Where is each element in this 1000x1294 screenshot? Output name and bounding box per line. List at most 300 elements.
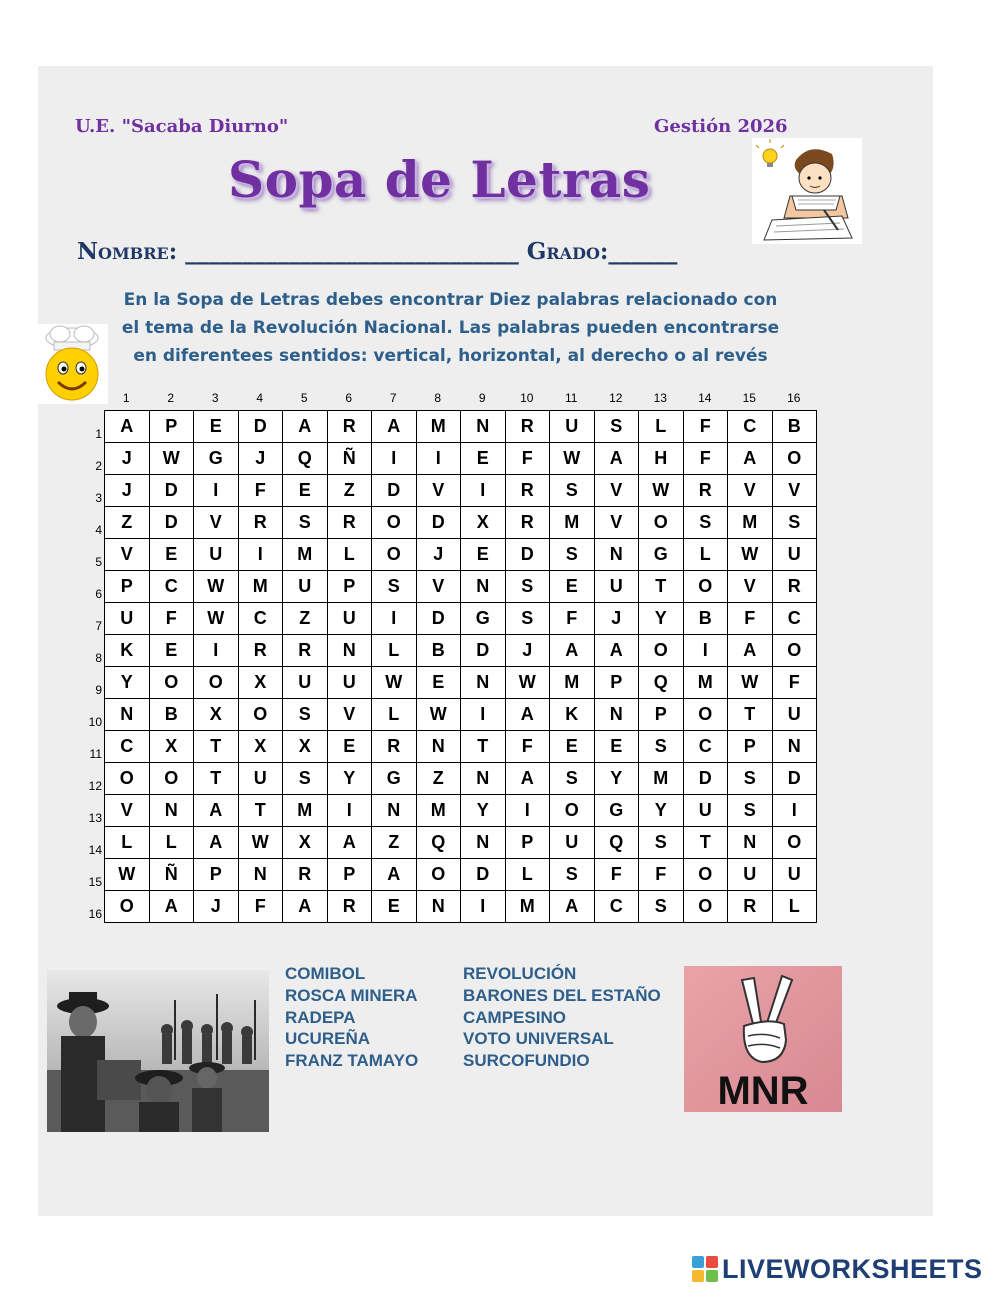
grid-cell[interactable]: O [416,859,461,891]
grid-cell[interactable]: O [772,827,817,859]
grid-cell[interactable]: A [372,859,417,891]
grid-cell[interactable]: W [105,859,150,891]
grid-cell[interactable]: F [683,411,728,443]
grid-cell[interactable]: E [372,891,417,923]
grid-cell[interactable]: I [194,475,239,507]
grid-cell[interactable]: R [683,475,728,507]
grid-cell[interactable]: I [461,699,506,731]
grid-cell[interactable]: F [594,859,639,891]
grid-cell[interactable]: Q [283,443,328,475]
grid-cell[interactable]: O [149,763,194,795]
column-number: 14 [698,391,712,405]
grid-cell[interactable]: D [416,603,461,635]
grid-cell[interactable]: N [772,731,817,763]
grid-cell[interactable]: R [327,891,372,923]
grid-row [105,475,817,507]
grid-cell[interactable]: Ñ [149,859,194,891]
grid-cell[interactable]: E [327,731,372,763]
column-number: 13 [653,391,667,405]
grid-cell[interactable]: R [505,475,550,507]
grid-cell[interactable]: F [505,731,550,763]
grid-cell[interactable]: U [238,763,283,795]
grid-cell[interactable]: V [594,475,639,507]
grid-cell[interactable]: M [550,667,595,699]
grid-cell[interactable]: V [105,539,150,571]
grid-row [105,443,817,475]
grid-cell[interactable]: T [238,795,283,827]
name-label: Nombre: [77,238,178,265]
grid-cell[interactable]: O [149,667,194,699]
grid-cell[interactable]: E [594,731,639,763]
grid-cell[interactable]: U [594,571,639,603]
grid-cell[interactable]: R [283,859,328,891]
grid-cell[interactable]: L [105,827,150,859]
grid-cell[interactable]: P [327,859,372,891]
word-search-grid [104,410,817,923]
name-field[interactable]: _____________________________ [185,238,519,265]
grid-cell[interactable]: A [194,827,239,859]
grid-cell[interactable]: O [683,859,728,891]
grid-cell[interactable]: F [238,891,283,923]
grid-cell[interactable]: A [194,795,239,827]
grid-cell[interactable]: E [550,731,595,763]
grid-cell[interactable]: O [639,635,684,667]
grid-cell[interactable]: S [683,507,728,539]
grid-cell[interactable]: Z [416,763,461,795]
grid-cell[interactable]: S [550,539,595,571]
grid-cell[interactable]: I [461,475,506,507]
column-number: 5 [300,391,308,405]
row-number: 1 [95,427,102,441]
grid-cell[interactable]: A [505,699,550,731]
column-number: 16 [787,391,801,405]
grid-cell[interactable]: N [594,539,639,571]
grid-cell[interactable]: N [461,411,506,443]
grid-cell[interactable]: I [683,635,728,667]
grid-cell[interactable]: C [594,891,639,923]
grid-cell[interactable]: I [461,891,506,923]
grid-cell[interactable]: A [283,411,328,443]
grid-cell[interactable]: J [594,603,639,635]
grid-cell[interactable]: F [772,667,817,699]
grid-cell[interactable]: I [194,635,239,667]
grid-cell[interactable]: P [149,411,194,443]
grid-cell[interactable]: D [372,475,417,507]
grid-cell[interactable]: R [728,891,773,923]
grid-cell[interactable]: E [194,411,239,443]
grid-cell[interactable]: L [683,539,728,571]
grid-cell[interactable]: J [238,443,283,475]
grid-cell[interactable]: M [505,891,550,923]
mnr-logo [684,966,842,1112]
grid-cell[interactable]: V [194,507,239,539]
grid-cell[interactable]: G [372,763,417,795]
grid-cell[interactable]: A [372,411,417,443]
grid-cell[interactable]: E [149,539,194,571]
grid-cell[interactable]: R [283,635,328,667]
grid-cell[interactable]: C [238,603,283,635]
grid-row [105,603,817,635]
page-title: Sopa de Letras [228,150,651,209]
grid-cell[interactable]: S [772,507,817,539]
grid-cell[interactable]: U [772,859,817,891]
grid-cell[interactable]: A [594,443,639,475]
grid-cell[interactable]: O [238,699,283,731]
grid-cell[interactable]: A [149,891,194,923]
grid-cell[interactable]: D [238,411,283,443]
grid-cell[interactable]: T [194,763,239,795]
grid-cell[interactable]: W [372,667,417,699]
grid-cell[interactable]: E [461,443,506,475]
grid-cell[interactable]: W [728,539,773,571]
column-number: 7 [389,391,397,405]
grid-cell[interactable]: L [372,699,417,731]
grid-cell[interactable]: F [505,443,550,475]
grid-cell[interactable]: S [372,571,417,603]
grid-cell[interactable]: D [772,763,817,795]
word-list-item: CAMPESINO [463,1007,566,1027]
brand-text: LIVEWORKSHEETS [722,1253,983,1284]
row-number: 15 [88,875,102,889]
grid-cell[interactable]: Z [327,475,372,507]
word-list-item: VOTO UNIVERSAL [463,1029,614,1049]
grid-cell[interactable]: W [639,475,684,507]
grid-cell[interactable]: J [194,891,239,923]
grid-cell[interactable]: G [461,603,506,635]
grid-cell[interactable]: U [550,411,595,443]
grid-cell[interactable]: E [550,571,595,603]
row-number: 16 [88,907,102,921]
instructions-text: En la Sopa de Letras debes encontrar Diez palabras relacionado con el tema de la Revolución Nacional. Las palabras pueden encontrarse en diferentees sentidos: vertical, horizontal, al derecho o al revés [121,290,780,366]
grid-cell[interactable]: V [772,475,817,507]
grid-cell[interactable]: O [683,571,728,603]
school-year: Gestión 2026 [654,116,788,137]
grid-cell[interactable]: D [149,475,194,507]
grid-row [105,859,817,891]
grid-cell[interactable]: S [283,763,328,795]
grid-cell[interactable]: C [683,731,728,763]
grid-cell[interactable]: X [194,699,239,731]
grid-cell[interactable]: X [283,827,328,859]
grid-cell[interactable]: W [194,603,239,635]
grid-cell[interactable]: B [772,411,817,443]
grid-cell[interactable]: M [238,571,283,603]
grid-cell[interactable]: S [639,827,684,859]
grid-cell[interactable]: Z [105,507,150,539]
grid-cell[interactable]: B [149,699,194,731]
grid-cell[interactable]: U [728,859,773,891]
grid-cell[interactable]: O [194,667,239,699]
grid-cell[interactable]: S [550,475,595,507]
grid-cell[interactable]: F [149,603,194,635]
grid-cell[interactable]: I [772,795,817,827]
grid-cell[interactable]: A [594,635,639,667]
grid-cell[interactable]: J [416,539,461,571]
grid-cell[interactable]: S [505,603,550,635]
grid-cell[interactable]: U [194,539,239,571]
grid-cell[interactable]: D [683,763,728,795]
liveworksheets-brand[interactable] [692,1254,983,1284]
grid-cell[interactable]: Q [639,667,684,699]
grid-cell[interactable]: W [728,667,773,699]
grid-cell[interactable]: K [550,699,595,731]
grid-cell[interactable]: T [639,571,684,603]
grid-cell[interactable]: W [505,667,550,699]
grid-cell[interactable]: P [194,859,239,891]
grid-cell[interactable]: A [505,763,550,795]
grid-cell[interactable]: P [327,571,372,603]
grid-cell[interactable]: O [639,507,684,539]
grid-cell[interactable]: Z [372,827,417,859]
grid-cell[interactable]: U [772,699,817,731]
grid-cell[interactable]: N [327,635,372,667]
grid-cell[interactable]: P [594,667,639,699]
grid-cell[interactable]: X [238,731,283,763]
grid-cell[interactable]: R [327,507,372,539]
grid-cell[interactable]: R [505,411,550,443]
grid-cell[interactable]: S [728,763,773,795]
grid-cell[interactable]: O [683,699,728,731]
grid-row [105,699,817,731]
grid-cell[interactable]: O [105,891,150,923]
chef-smiley-icon [36,324,108,404]
grid-cell[interactable]: I [372,603,417,635]
grid-cell[interactable]: U [105,603,150,635]
grid-cell[interactable]: I [505,795,550,827]
grid-cell[interactable]: V [728,571,773,603]
grid-cell[interactable]: A [283,891,328,923]
grid-cell[interactable]: M [683,667,728,699]
grid-cell[interactable]: D [461,859,506,891]
grid-row [105,827,817,859]
grid-cell[interactable]: E [461,539,506,571]
grid-cell[interactable]: S [550,763,595,795]
grid-cell[interactable]: W [194,571,239,603]
grid-cell[interactable]: L [372,635,417,667]
grid-cell[interactable]: F [238,475,283,507]
grid-cell[interactable]: U [550,827,595,859]
grid-cell[interactable]: E [149,635,194,667]
column-number: 1 [122,391,130,405]
grid-cell[interactable]: D [461,635,506,667]
row-number: 8 [95,651,102,665]
grid-cell[interactable]: L [149,827,194,859]
grid-cell[interactable]: X [461,507,506,539]
grid-cell[interactable]: R [505,507,550,539]
word-list-item: FRANZ TAMAYO [285,1051,419,1071]
grid-cell[interactable]: O [105,763,150,795]
grid-cell[interactable]: L [772,891,817,923]
row-number: 11 [89,747,102,761]
grid-cell[interactable]: D [416,507,461,539]
grid-cell[interactable]: O [772,443,817,475]
grid-cell[interactable]: Q [416,827,461,859]
grid-cell[interactable]: M [550,507,595,539]
grid-cell[interactable]: A [728,635,773,667]
grid-cell[interactable]: O [683,891,728,923]
column-number: 10 [520,391,534,405]
grid-cell[interactable]: D [505,539,550,571]
grid-cell[interactable]: N [461,571,506,603]
grid-cell[interactable]: M [728,507,773,539]
grid-cell[interactable]: R [772,571,817,603]
grid-cell[interactable]: O [372,507,417,539]
grid-cell[interactable]: J [105,475,150,507]
grid-cell[interactable]: J [105,443,150,475]
grid-cell[interactable]: P [105,571,150,603]
grid-cell[interactable]: M [416,411,461,443]
grid-cell[interactable]: N [416,891,461,923]
grid-cell[interactable]: Y [639,795,684,827]
grid-cell[interactable]: N [372,795,417,827]
grid-cell[interactable]: V [728,475,773,507]
grid-cell[interactable]: I [238,539,283,571]
grid-cell[interactable]: N [728,827,773,859]
grid-cell[interactable]: C [772,603,817,635]
grid-cell[interactable]: M [283,795,328,827]
grid-cell[interactable]: R [238,507,283,539]
column-number: 3 [211,391,219,405]
grid-cell[interactable]: V [416,475,461,507]
grid-cell[interactable]: K [105,635,150,667]
grid-cell[interactable]: X [283,731,328,763]
grid-cell[interactable]: R [238,635,283,667]
grid-cell[interactable]: P [505,827,550,859]
grid-cell[interactable]: G [594,795,639,827]
grid-row [105,795,817,827]
grid-cell[interactable]: G [194,443,239,475]
grid-cell[interactable]: N [238,859,283,891]
grid-cell[interactable]: W [238,827,283,859]
grid-cell[interactable]: X [238,667,283,699]
grid-cell[interactable]: B [416,635,461,667]
grid-cell[interactable]: W [550,443,595,475]
grid-cell[interactable]: J [505,635,550,667]
grid-cell[interactable]: W [149,443,194,475]
grid-cell[interactable]: N [461,763,506,795]
grid-cell[interactable]: E [416,667,461,699]
grid-cell[interactable]: U [772,539,817,571]
grid-cell[interactable]: R [327,411,372,443]
revolution-photo [47,970,269,1132]
grid-cell[interactable]: Q [594,827,639,859]
grid-cell[interactable]: U [327,667,372,699]
grid-cell[interactable]: P [639,699,684,731]
grid-cell[interactable]: U [683,795,728,827]
grid-cell[interactable]: N [461,667,506,699]
grid-cell[interactable]: D [149,507,194,539]
grid-cell[interactable]: F [550,603,595,635]
grid-cell[interactable]: S [283,507,328,539]
grid-cell[interactable]: C [149,571,194,603]
grid-cell[interactable]: B [683,603,728,635]
grid-cell[interactable]: C [728,411,773,443]
grid-cell[interactable]: I [327,795,372,827]
grid-cell[interactable]: L [505,859,550,891]
grid-cell[interactable]: S [594,411,639,443]
grid-cell[interactable]: Ñ [327,443,372,475]
grid-cell[interactable]: T [728,699,773,731]
grid-cell[interactable]: U [283,667,328,699]
grid-cell[interactable]: Z [283,603,328,635]
grid-cell[interactable]: S [639,731,684,763]
grid-cell[interactable]: M [639,763,684,795]
grid-cell[interactable]: U [283,571,328,603]
grid-cell[interactable]: V [105,795,150,827]
grid-cell[interactable]: Y [639,603,684,635]
grid-row [105,891,817,923]
grid-cell[interactable]: F [728,603,773,635]
grid-cell[interactable]: A [550,891,595,923]
row-number: 10 [88,715,102,729]
grid-cell[interactable]: M [416,795,461,827]
grid-cell[interactable]: H [639,443,684,475]
grid-cell[interactable]: L [327,539,372,571]
grid-cell[interactable]: R [372,731,417,763]
grid-cell[interactable]: S [639,891,684,923]
grid-cell[interactable]: G [639,539,684,571]
grid-cell[interactable]: F [639,859,684,891]
grid-cell[interactable]: N [594,699,639,731]
grid-cell[interactable]: A [728,443,773,475]
grid-cell[interactable]: S [505,571,550,603]
grid-cell[interactable]: O [772,635,817,667]
grid-cell[interactable]: P [728,731,773,763]
grid-cell[interactable]: L [639,411,684,443]
word-list-right [463,963,661,1072]
grid-cell[interactable]: O [550,795,595,827]
grid-cell[interactable]: A [550,635,595,667]
column-number: 4 [256,391,264,405]
grid-cell[interactable]: S [728,795,773,827]
grid-cell[interactable]: N [461,827,506,859]
grid-cell[interactable]: W [416,699,461,731]
grid-cell[interactable]: Y [105,667,150,699]
grid-cell[interactable]: T [194,731,239,763]
name-grade-line [77,238,677,265]
mnr-logo-text: MNR [717,1069,809,1112]
grid-cell[interactable]: N [105,699,150,731]
grid-cell[interactable]: I [416,443,461,475]
grid-cell[interactable]: E [283,475,328,507]
grid-cell[interactable]: O [372,539,417,571]
grade-field[interactable]: ______ [608,238,678,265]
grid-cell[interactable]: T [683,827,728,859]
grid-row [105,411,817,443]
grid-cell[interactable]: S [283,699,328,731]
grid-cell[interactable]: C [105,731,150,763]
grid-cell[interactable]: I [372,443,417,475]
word-list-item: ROSCA MINERA [285,985,418,1005]
grid-cell[interactable]: A [105,411,150,443]
grid-cell[interactable]: Y [327,763,372,795]
grid-cell[interactable]: V [594,507,639,539]
grid-cell[interactable]: V [416,571,461,603]
grid-cell[interactable]: T [461,731,506,763]
grid-cell[interactable]: N [149,795,194,827]
grid-cell[interactable]: N [416,731,461,763]
grid-cell[interactable]: F [683,443,728,475]
grid-cell[interactable]: X [149,731,194,763]
grid-cell[interactable]: Y [461,795,506,827]
grid-cell[interactable]: A [327,827,372,859]
grid-cell[interactable]: U [327,603,372,635]
grid-cell[interactable]: S [550,859,595,891]
grid-cell[interactable]: Y [594,763,639,795]
grid-cell[interactable]: M [283,539,328,571]
liveworksheets-logo-icon [692,1256,718,1282]
grid-cell[interactable]: V [327,699,372,731]
